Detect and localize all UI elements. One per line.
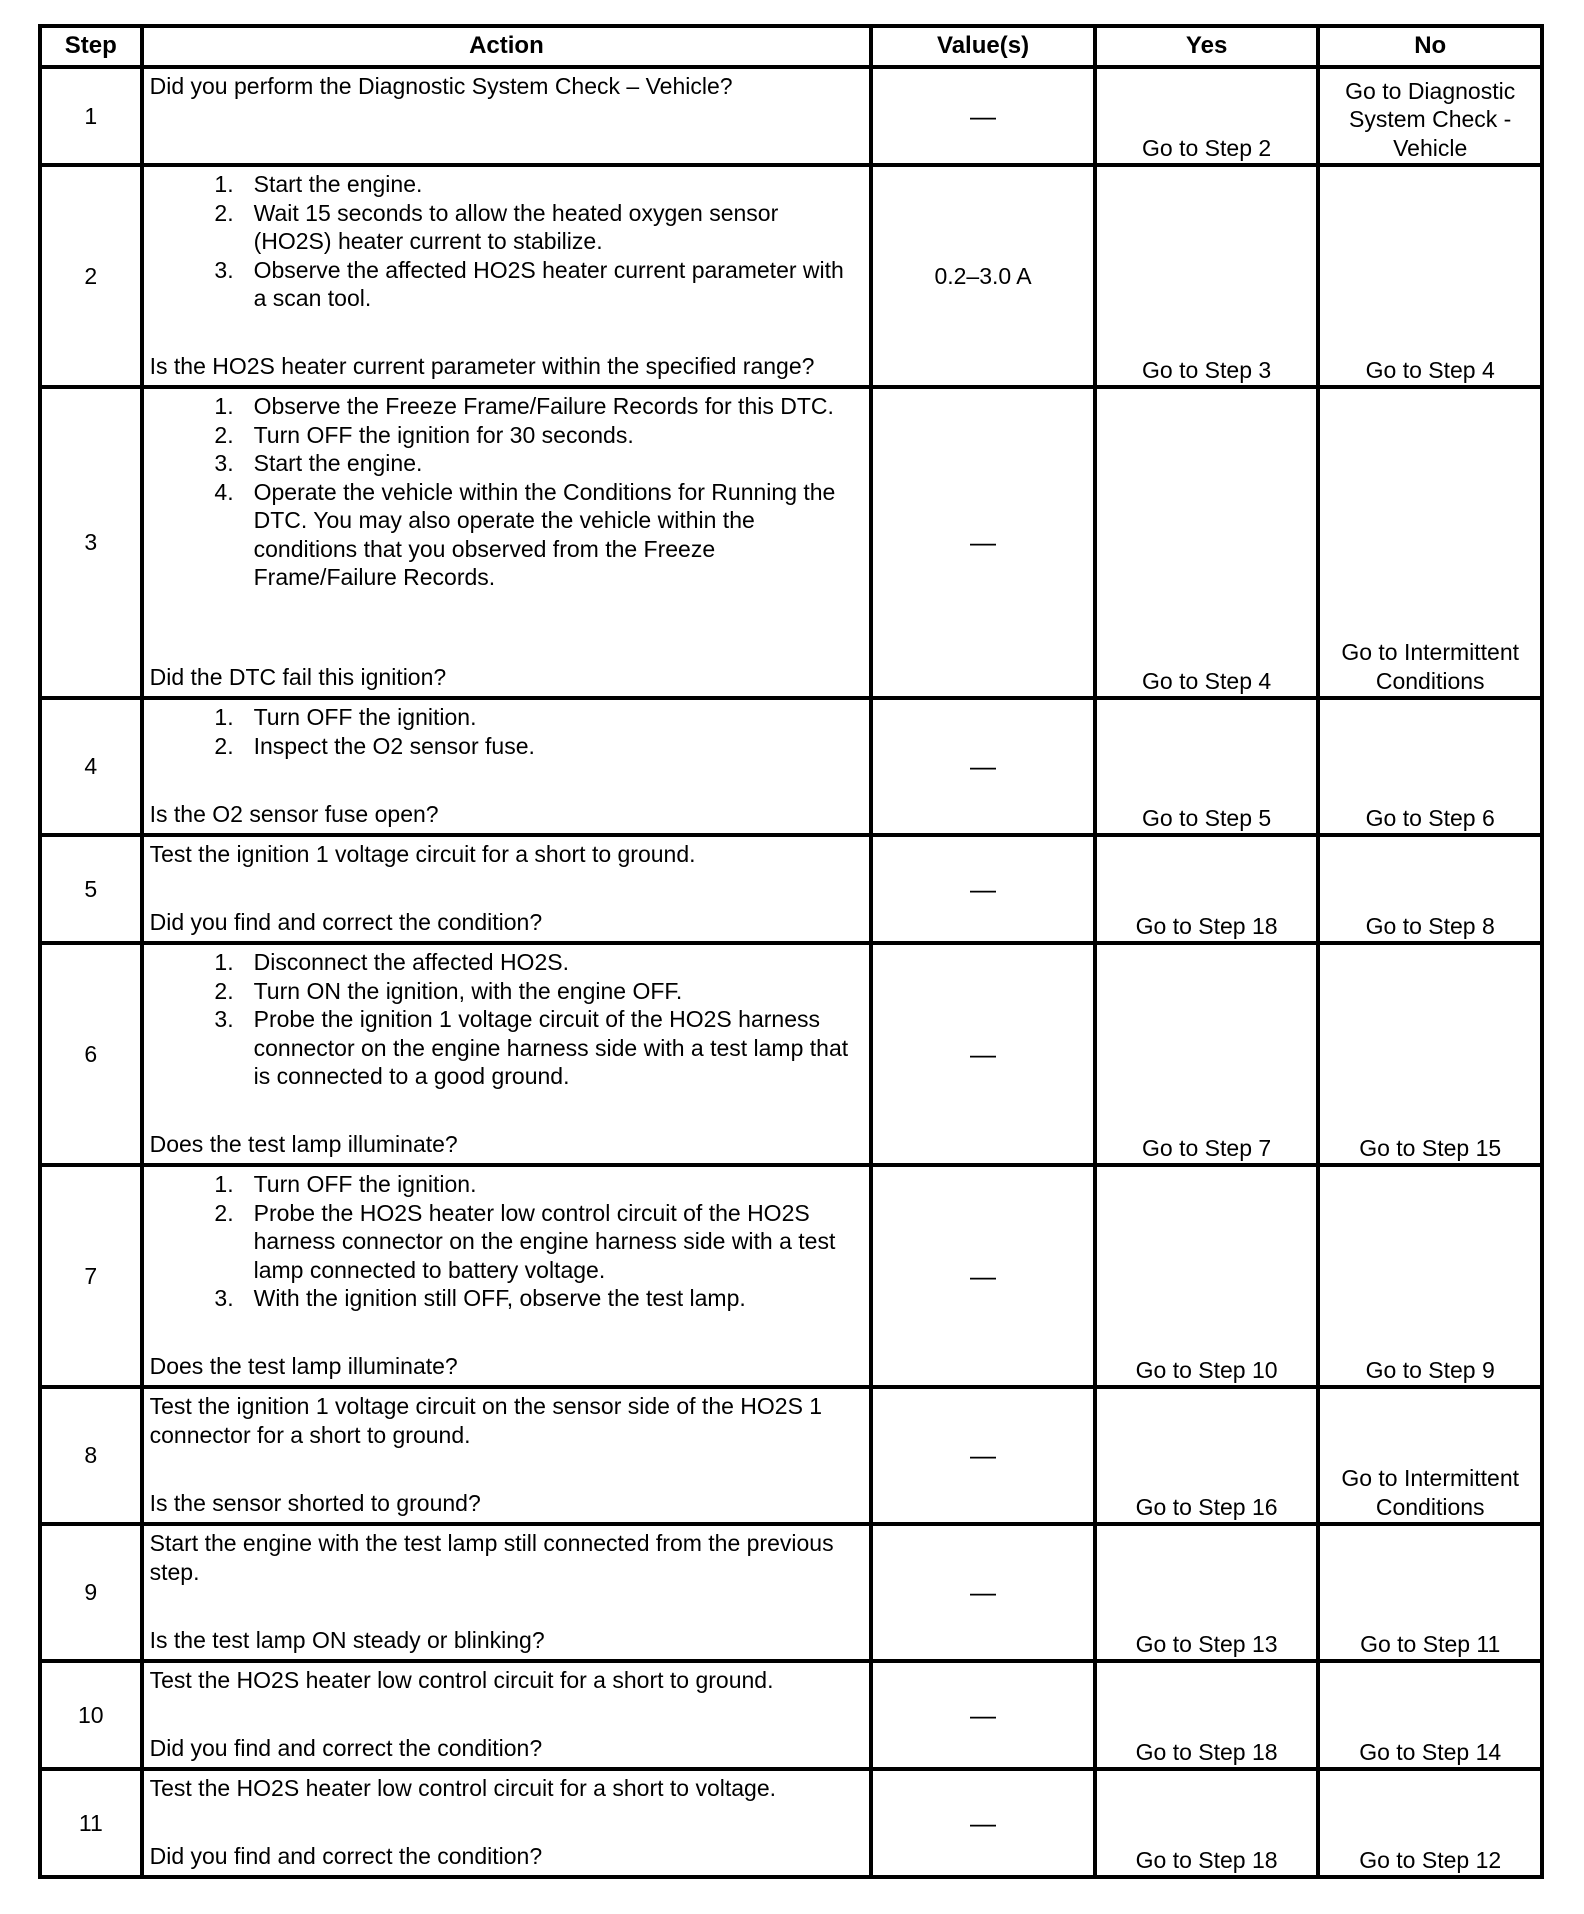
value-cell: — [871, 1387, 1095, 1524]
list-item-text: Turn OFF the ignition for 30 seconds. [253, 421, 634, 448]
list-item-text: Probe the ignition 1 voltage circuit of the HO2S harness connector on the engine harness side with a test lamp that is connected to a good ground. [253, 1006, 849, 1089]
list-item-number: 2. [214, 199, 234, 226]
action-text: Start the engine with the test lamp still connected from the previous step. [149, 1530, 834, 1585]
list-item-number: 2. [214, 732, 234, 759]
no-action: Go to Step 12 [1318, 1769, 1542, 1877]
no-action: Go to Step 6 [1318, 698, 1542, 835]
action-question: Did you find and correct the condition? [149, 1734, 543, 1761]
value-cell: — [871, 67, 1095, 165]
list-item-text: Turn OFF the ignition. [253, 1171, 477, 1197]
header-yes: Yes [1095, 26, 1319, 67]
step-number: 9 [40, 1524, 142, 1661]
table-row [40, 698, 1542, 835]
list-item [150, 199, 862, 256]
action-steps-list [150, 703, 862, 760]
action-steps-list [150, 1170, 862, 1313]
yes-action: Go to Step 10 [1095, 1165, 1319, 1387]
action-question: Did you find and correct the condition? [149, 1842, 543, 1869]
action-cell [142, 1524, 872, 1661]
value-cell: — [871, 1165, 1095, 1387]
action-text: Test the ignition 1 voltage circuit on the sensor side of the HO2S 1 connector for a short to ground. [149, 1393, 823, 1448]
list-item [150, 478, 862, 592]
step-number: 2 [40, 165, 142, 387]
yes-action: Go to Step 3 [1095, 165, 1319, 387]
action-cell [142, 835, 872, 943]
action-question: Is the HO2S heater current parameter within the specified range? [149, 352, 815, 379]
no-action: Go to Step 4 [1318, 165, 1542, 387]
list-item [150, 170, 862, 199]
header-values: Value(s) [871, 26, 1095, 67]
list-item-text: Observe the Freeze Frame/Failure Records for this DTC. [253, 393, 834, 419]
value-cell: — [871, 1661, 1095, 1769]
action-question: Is the sensor shorted to ground? [149, 1489, 481, 1516]
table-row [40, 1769, 1542, 1877]
table-row [40, 1661, 1542, 1769]
no-action: Go to Step 9 [1318, 1165, 1542, 1387]
action-cell [142, 943, 872, 1165]
list-item-number: 1. [214, 1171, 234, 1197]
list-item [150, 256, 862, 313]
list-item-number: 3. [214, 256, 234, 283]
no-action: Go to Diagnostic System Check - Vehicle [1318, 67, 1542, 165]
list-item-number: 2. [214, 977, 234, 1004]
action-question: Does the test lamp illuminate? [149, 1130, 458, 1157]
list-item-text: Turn OFF the ignition. [253, 704, 477, 730]
yes-action: Go to Step 2 [1095, 67, 1319, 165]
list-item [150, 948, 862, 977]
yes-action: Go to Step 13 [1095, 1524, 1319, 1661]
header-action: Action [142, 26, 872, 67]
action-text: Test the HO2S heater low control circuit for a short to voltage. [149, 1775, 777, 1801]
value-cell: — [871, 1524, 1095, 1661]
action-cell [142, 698, 872, 835]
step-number: 4 [40, 698, 142, 835]
table-row [40, 943, 1542, 1165]
step-number: 8 [40, 1387, 142, 1524]
yes-action: Go to Step 16 [1095, 1387, 1319, 1524]
list-item-number: 1. [214, 393, 234, 419]
value-cell: — [871, 698, 1095, 835]
action-question: Is the test lamp ON steady or blinking? [149, 1626, 545, 1653]
step-number: 3 [40, 387, 142, 698]
table-row [40, 1524, 1542, 1661]
diagnostic-table [38, 24, 1544, 1879]
list-item [150, 392, 862, 421]
action-cell [142, 1165, 872, 1387]
header-row [40, 26, 1542, 67]
action-cell [142, 165, 872, 387]
list-item-text: Turn ON the ignition, with the engine OFF. [253, 977, 683, 1004]
list-item-number: 4. [214, 478, 234, 505]
action-cell [142, 387, 872, 698]
yes-action: Go to Step 7 [1095, 943, 1319, 1165]
action-cell [142, 1387, 872, 1524]
no-action: Go to Step 11 [1318, 1524, 1542, 1661]
list-item [150, 732, 862, 761]
list-item [150, 703, 862, 732]
table-row [40, 1165, 1542, 1387]
list-item-number: 1. [214, 704, 234, 730]
table-row [40, 387, 1542, 698]
list-item [150, 1199, 862, 1285]
no-action: Go to Step 8 [1318, 835, 1542, 943]
list-item-text: Disconnect the affected HO2S. [253, 949, 569, 975]
list-item [150, 421, 862, 450]
step-number: 10 [40, 1661, 142, 1769]
list-item [150, 977, 862, 1006]
action-question: Did the DTC fail this ignition? [149, 663, 447, 690]
yes-action: Go to Step 18 [1095, 835, 1319, 943]
table-row [40, 835, 1542, 943]
list-item-text: Probe the HO2S heater low control circuit of the HO2S harness connector on the engine harness side with a test lamp connected to battery voltage. [253, 1199, 836, 1283]
header-step: Step [40, 26, 142, 67]
action-question: Is the O2 sensor fuse open? [149, 800, 439, 827]
value-cell: — [871, 943, 1095, 1165]
step-number: 7 [40, 1165, 142, 1387]
no-action: Go to Intermittent Conditions [1318, 387, 1542, 698]
action-cell [142, 67, 872, 165]
list-item-number: 3. [214, 450, 234, 476]
list-item-number: 3. [214, 1006, 234, 1032]
list-item-number: 1. [214, 171, 234, 197]
yes-action: Go to Step 4 [1095, 387, 1319, 698]
header-no: No [1318, 26, 1542, 67]
action-steps-list [150, 170, 862, 313]
list-item [150, 1284, 862, 1313]
list-item-text: Operate the vehicle within the Conditions for Running the DTC. You may also operate the vehicle within the conditions that you observed from the Freeze Frame/Failure Records. [253, 478, 836, 590]
action-question: Does the test lamp illuminate? [149, 1352, 458, 1379]
action-steps-list [150, 948, 862, 1091]
step-number: 11 [40, 1769, 142, 1877]
action-cell [142, 1769, 872, 1877]
list-item-number: 3. [214, 1285, 234, 1311]
yes-action: Go to Step 5 [1095, 698, 1319, 835]
value-cell: — [871, 835, 1095, 943]
value-cell: 0.2–3.0 A [871, 165, 1095, 387]
list-item-number: 2. [214, 1199, 234, 1226]
no-action: Go to Step 14 [1318, 1661, 1542, 1769]
yes-action: Go to Step 18 [1095, 1769, 1319, 1877]
value-cell: — [871, 387, 1095, 698]
yes-action: Go to Step 18 [1095, 1661, 1319, 1769]
action-question: Did you find and correct the condition? [149, 908, 543, 935]
table-row [40, 165, 1542, 387]
step-number: 5 [40, 835, 142, 943]
list-item [150, 449, 862, 478]
value-cell: — [871, 1769, 1095, 1877]
no-action: Go to Step 15 [1318, 943, 1542, 1165]
list-item-number: 2. [214, 421, 234, 448]
list-item-text: Inspect the O2 sensor fuse. [253, 732, 535, 759]
table-row [40, 67, 1542, 165]
no-action: Go to Intermittent Conditions [1318, 1387, 1542, 1524]
list-item-text: With the ignition still OFF, observe the test lamp. [253, 1285, 746, 1311]
action-text: Did you perform the Diagnostic System Check – Vehicle? [149, 73, 733, 99]
step-number: 1 [40, 67, 142, 165]
list-item-number: 1. [214, 949, 234, 975]
table-body [40, 67, 1542, 1877]
list-item [150, 1005, 862, 1091]
action-text: Test the HO2S heater low control circuit for a short to ground. [149, 1667, 774, 1693]
action-text: Test the ignition 1 voltage circuit for a short to ground. [149, 841, 696, 867]
list-item-text: Wait 15 seconds to allow the heated oxygen sensor (HO2S) heater current to stabilize. [253, 199, 779, 254]
list-item-text: Start the engine. [253, 171, 423, 197]
list-item-text: Start the engine. [253, 450, 423, 476]
action-steps-list [150, 392, 862, 592]
list-item [150, 1170, 862, 1199]
action-cell [142, 1661, 872, 1769]
list-item-text: Observe the affected HO2S heater current parameter with a scan tool. [253, 256, 844, 311]
step-number: 6 [40, 943, 142, 1165]
table-row [40, 1387, 1542, 1524]
